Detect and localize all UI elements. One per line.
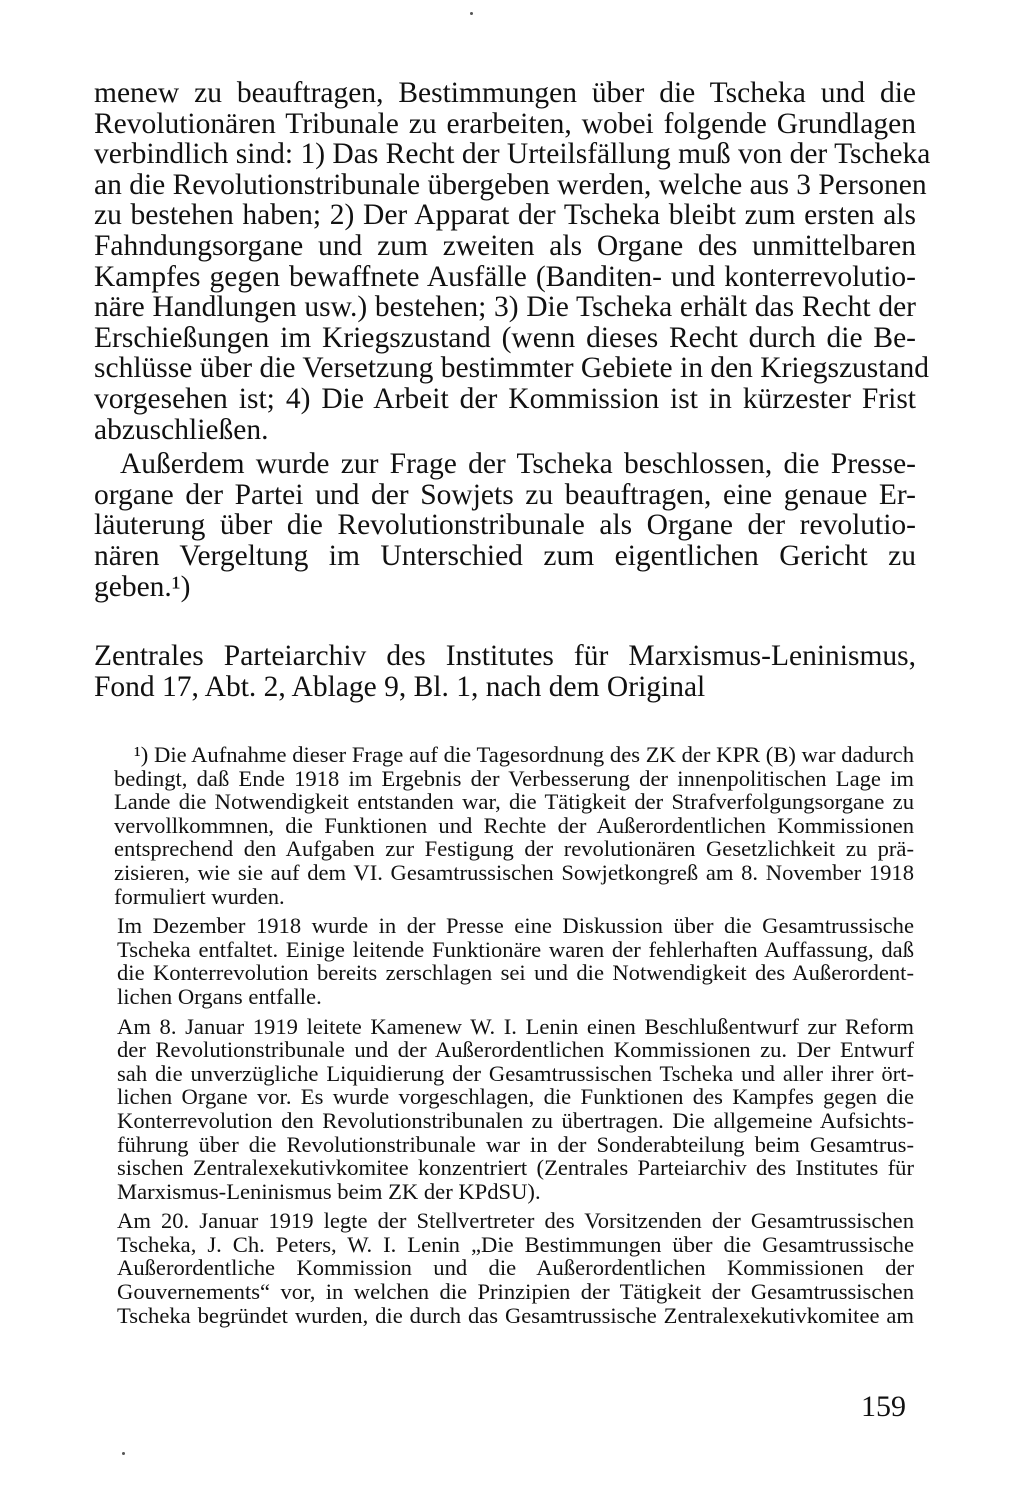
text-line: organe der Partei und der Sowjets zu beauftragen, eine genaue Er- xyxy=(94,478,916,511)
text-line: Kampfes gegen bewaffnete Ausfälle (Banditen- und konterrevolutio- xyxy=(94,260,916,293)
text-line: Erschießungen im Kriegszustand (wenn dieses Recht durch die Be- xyxy=(94,321,916,354)
text-line: vorgesehen ist; 4) Die Arbeit der Kommission ist in kürzester Frist xyxy=(94,382,916,415)
scan-speck xyxy=(470,12,473,15)
footnote-line: Tscheka entfaltet. Einige leitende Funktionäre waren der fehlerhaften Auffassung, daß xyxy=(117,936,914,962)
footnote-1 xyxy=(114,743,914,908)
footnote-line: der Revolutionstribunale und der Außerordentlichen Kommissionen zu. Der Entwurf xyxy=(117,1037,914,1063)
footnote-line: Außerordentliche Kommission und die Außerordentlichen Kommissionen der xyxy=(117,1255,914,1281)
text-line: verbindlich sind: 1) Das Recht der Urteilsfällung muß von der Tscheka xyxy=(94,138,931,171)
footnote-line: Tscheka begründet wurden, die durch das Gesamtrussische Zentralexekutivkomitee am xyxy=(117,1302,914,1328)
footnote-line: Am 20. Januar 1919 legte der Stellvertreter des Vorsitzenden der Gesamtrussischen xyxy=(117,1208,914,1234)
footnote-line: zisieren, wie sie auf dem VI. Gesamtrussischen Sowjetkongreß am 8. November 1918 xyxy=(114,859,914,885)
text-line: zu bestehen haben; 2) Der Apparat der Tscheka bleibt zum ersten als xyxy=(94,199,916,232)
text-line: menew zu beauftragen, Bestimmungen über die Tscheka und die xyxy=(94,77,916,109)
source-line: Fond 17, Abt. 2, Ablage 9, Bl. 1, nach dem Original xyxy=(94,671,706,703)
text-line: Revolutionären Tribunale zu erarbeiten, wobei folgende Grundlagen xyxy=(94,107,916,140)
text-line: nären Vergeltung im Unterschied zum eigentlichen Gericht zu xyxy=(94,539,916,572)
footnote-line: entsprechend den Aufgaben zur Festigung der revolutionären Gesetzlichkeit zu prä- xyxy=(114,836,914,862)
footnote-line: Konterrevolution den Revolutionstribunalen zu übertragen. Die allgemeine Aufsichts- xyxy=(117,1107,914,1133)
footnote-line: bedingt, daß Ende 1918 im Ergebnis der Verbesserung der innenpolitischen Lage im xyxy=(114,765,914,791)
text-line: läuterung über die Revolutionstribunale als Organe der revolutio- xyxy=(94,509,916,542)
footnote-line: Am 8. Januar 1919 leitete Kamenew W. I. Lenin einen Beschlußentwurf zur Reform xyxy=(117,1013,914,1039)
text-line: geben.¹) xyxy=(94,570,191,603)
footnote-line: ¹) Die Aufnahme dieser Frage auf die Tagesordnung des ZK der KPR (B) war dadurch xyxy=(134,742,914,767)
text-line: Außerdem wurde zur Frage der Tscheka beschlossen, die Presse- xyxy=(120,448,916,481)
footnote-line: Gouvernements“ vor, in welchen die Prinzipien der Tätigkeit der Gesamtrussischen xyxy=(117,1279,914,1305)
text-line: schlüsse über die Versetzung bestimmter Gebiete in den Kriegszustand xyxy=(94,352,930,385)
paragraph-2 xyxy=(94,449,916,602)
footnote-line: lichen Organe vor. Es wurde vorgeschlagen, die Funktionen des Kampfes gegen die xyxy=(117,1084,914,1110)
text-line: näre Handlungen usw.) bestehen; 3) Die Tscheka erhält das Recht der xyxy=(94,291,916,324)
footnote-line: vervollkommnen, die Funktionen und Rechte der Außerordentlichen Kommissionen xyxy=(114,812,914,838)
footnote-line: lichen Organs entfalle. xyxy=(117,983,322,1009)
footnotes xyxy=(114,742,914,1333)
footnote-line: formuliert wurden. xyxy=(114,883,285,909)
footnote-line: Lande die Notwendigkeit entstanden war, die Tätigkeit der Strafverfolgungsorgane zu xyxy=(114,789,914,815)
text-line: abzuschließen. xyxy=(94,413,269,446)
footnote-line: sischen Zentralexekutivkomitee konzentriert (Zentrales Parteiarchiv des Institutes für xyxy=(117,1155,914,1181)
footnote-line: führung über die Revolutionstribunale war in der Sonderabteilung beim Gesamtrus- xyxy=(117,1131,914,1157)
footnote-paragraph xyxy=(117,914,914,1008)
source-line: Zentrales Parteiarchiv des Institutes für Marxismus-Leninismus, xyxy=(94,640,916,672)
footnote-line: die Konterrevolution bereits zerschlagen sei und die Notwendigkeit des Außerordent- xyxy=(117,960,914,986)
scan-speck xyxy=(122,1452,125,1455)
text-line: an die Revolutionstribunale übergeben werden, welche aus 3 Personen xyxy=(94,168,927,201)
footnote-line: sah die unverzügliche Liquidierung der Gesamtrussischen Tscheka und aller ihrer ört- xyxy=(117,1060,914,1086)
footnote-line: Im Dezember 1918 wurde in der Presse eine Diskussion über die Gesamtrussische xyxy=(117,913,914,939)
page-number: 159 xyxy=(861,1390,906,1423)
archive-source-citation xyxy=(94,641,916,703)
footnote-line: Marxismus-Leninismus beim ZK der KPdSU). xyxy=(117,1178,541,1204)
main-text xyxy=(94,77,931,603)
footnote-paragraph xyxy=(117,1015,914,1204)
paragraph-1 xyxy=(94,77,931,446)
text-line: Fahndungsorgane und zum zweiten als Organe des unmittelbaren xyxy=(94,229,916,262)
footnote-line: Tscheka, J. Ch. Peters, W. I. Lenin „Die Bestimmungen über die Gesamtrussische xyxy=(117,1231,914,1257)
footnote-paragraph xyxy=(117,1209,914,1327)
